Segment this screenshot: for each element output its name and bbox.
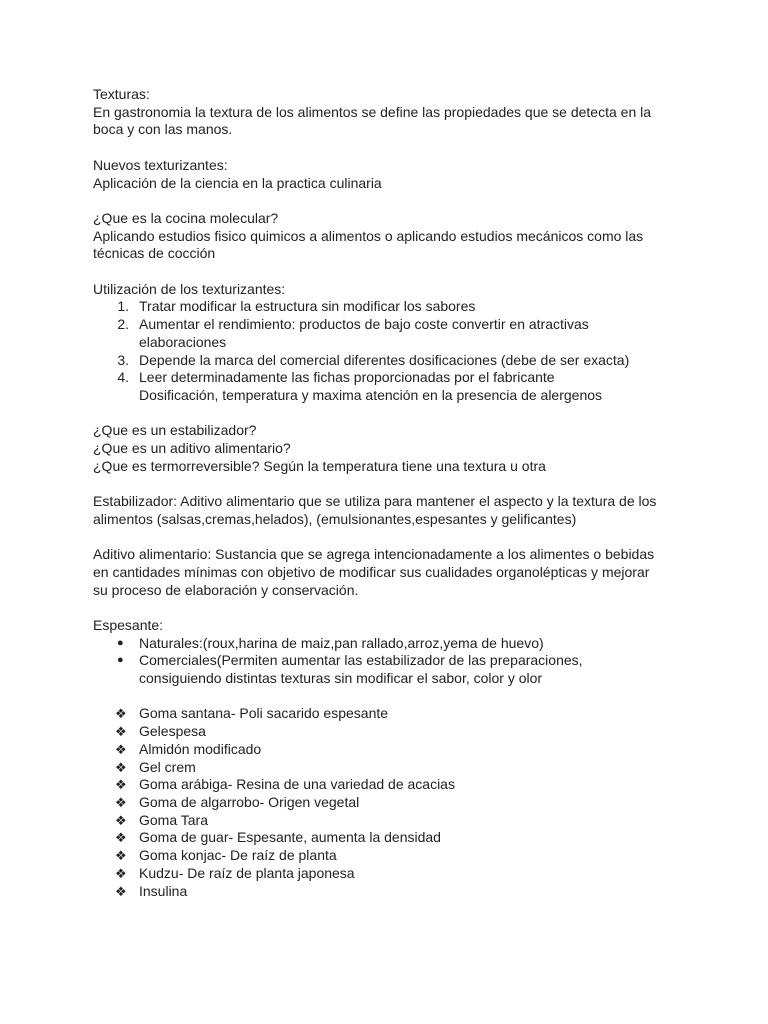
list-item-text: Naturales:(roux,harina de maiz,pan rallado,arroz,yema de huevo): [139, 634, 544, 651]
list-item-text: Aumentar el rendimiento: productos de bajo coste convertir en atractivas: [139, 316, 589, 333]
list-item: [93, 705, 673, 723]
list-item-text: Comerciales(Permiten aumentar las estabilizador de las preparaciones,: [139, 652, 583, 669]
question-termorreversible: ¿Que es termorreversible? Según la temperatura tiene una textura u otra: [93, 457, 546, 474]
diamond-bullet-icon: ❖: [115, 777, 127, 793]
list-item: [93, 635, 673, 653]
diamond-bullet-icon: ❖: [115, 865, 127, 881]
spacer: [93, 475, 673, 493]
list-item: [93, 883, 673, 901]
nuevos-heading: Nuevos texturizantes:: [93, 156, 228, 173]
list-item: [93, 741, 673, 759]
diamond-bullet-icon: ❖: [115, 706, 127, 722]
diamond-bullet-icon: ❖: [115, 812, 127, 828]
list-item: [93, 316, 673, 351]
list-item-text: Gel crem: [139, 758, 196, 775]
molecular-line-1: Aplicando estudios fisico quimicos a alimentos o aplicando estudios mecánicos como las: [93, 227, 644, 244]
list-item-text-cont: Dosificación, temperatura y maxima atención en la presencia de alergenos: [139, 386, 603, 403]
espesante-heading: Espesante:: [93, 616, 164, 633]
list-number: 1.: [117, 298, 129, 315]
diamond-bullet-icon: ❖: [115, 741, 127, 757]
list-item-text-cont: consiguiendo distintas texturas sin modificar el sabor, color y olor: [139, 670, 543, 687]
spacer: [93, 139, 673, 157]
diamond-bullet-icon: ❖: [115, 830, 127, 846]
list-item-text: Kudzu- De raíz de planta japonesa: [139, 864, 355, 881]
list-item: [93, 298, 673, 316]
document-page: [93, 86, 673, 900]
utilizacion-heading: Utilización de los texturizantes:: [93, 280, 286, 297]
list-item: [93, 847, 673, 865]
bullet-icon: ●: [117, 636, 124, 649]
list-item-text: Tratar modificar la estructura sin modificar los sabores: [139, 298, 476, 315]
molecular-heading: ¿Que es la cocina molecular?: [93, 209, 279, 226]
list-item: [93, 812, 673, 830]
list-item: [93, 794, 673, 812]
list-item-text: Gelespesa: [139, 723, 206, 740]
question-estabilizador: ¿Que es un estabilizador?: [93, 422, 257, 439]
texturas-heading: Texturas:: [93, 86, 150, 102]
list-item-text: Almidón modificado: [139, 740, 262, 757]
list-item-text: Goma arábiga- Resina de una variedad de acacias: [139, 776, 455, 793]
list-item: [93, 829, 673, 847]
spacer: [93, 599, 673, 617]
diamond-bullet-icon: ❖: [115, 795, 127, 810]
list-number: 2.: [117, 316, 129, 333]
list-item-text: Insulina: [139, 882, 188, 899]
diamond-bullet-icon: ❖: [115, 759, 127, 775]
diamond-bullet-icon: ❖: [115, 883, 127, 899]
list-item-text: Goma konjac- De raíz de planta: [139, 847, 337, 864]
list-item-text: Goma Tara: [139, 811, 208, 828]
utilizacion-list: [93, 298, 673, 404]
list-number: 3.: [117, 351, 129, 368]
estabilizador-line-1: Estabilizador: Aditivo alimentario que se utiliza para mantener el aspecto y la textura de los: [93, 493, 657, 510]
list-number: 4.: [117, 369, 129, 386]
diamond-bullet-icon: ❖: [115, 724, 127, 740]
spacer: [93, 263, 673, 281]
estabilizador-line-2: alimentos (salsas,cremas,helados), (emulsionantes,espesantes y gelificantes): [93, 510, 577, 527]
list-item-text: Leer determinadamente las fichas proporcionadas por el fabricante: [139, 369, 555, 386]
list-item-text: Depende la marca del comercial diferentes dosificaciones (debe de ser exacta): [139, 351, 630, 368]
nuevos-line-1: Aplicación de la ciencia en la practica culinaria: [93, 174, 382, 191]
list-item: [93, 776, 673, 794]
list-item: [93, 652, 673, 687]
espesante-bullet-list: [93, 635, 673, 688]
spacer: [93, 529, 673, 547]
aditivo-line-1: Aditivo alimentario: Sustancia que se agrega intencionadamente a los alimentes o bebidas: [93, 546, 655, 563]
bullet-icon: ●: [117, 654, 124, 667]
list-item: [93, 369, 673, 404]
spacer: [93, 192, 673, 210]
aditivo-line-2: en cantidades mínimas con objetivo de modificar sus cualidades organolépticas y mejorar: [93, 563, 650, 580]
list-item: [93, 865, 673, 883]
list-item-text: Goma de guar- Espesante, aumenta la densidad: [139, 829, 441, 846]
espesante-products-list: [93, 705, 673, 900]
list-item-text-cont: elaboraciones: [139, 333, 227, 350]
list-item: [93, 759, 673, 777]
question-aditivo: ¿Que es un aditivo alimentario?: [93, 440, 291, 456]
aditivo-line-3: su proceso de elaboración y conservación.: [93, 581, 359, 598]
list-item: [93, 352, 673, 370]
molecular-line-2: técnicas de cocción: [93, 245, 216, 262]
texturas-line-2: boca y con las manos.: [93, 121, 233, 138]
list-item-text: Goma de algarrobo- Origen vegetal: [139, 794, 360, 810]
texturas-line-1: En gastronomia la textura de los alimentos se define las propiedades que se detecta en la: [93, 103, 652, 120]
diamond-bullet-icon: ❖: [115, 848, 127, 864]
list-item: [93, 723, 673, 741]
spacer: [93, 405, 673, 423]
spacer: [93, 688, 673, 706]
list-item-text: Goma santana- Poli sacarido espesante: [139, 705, 389, 722]
